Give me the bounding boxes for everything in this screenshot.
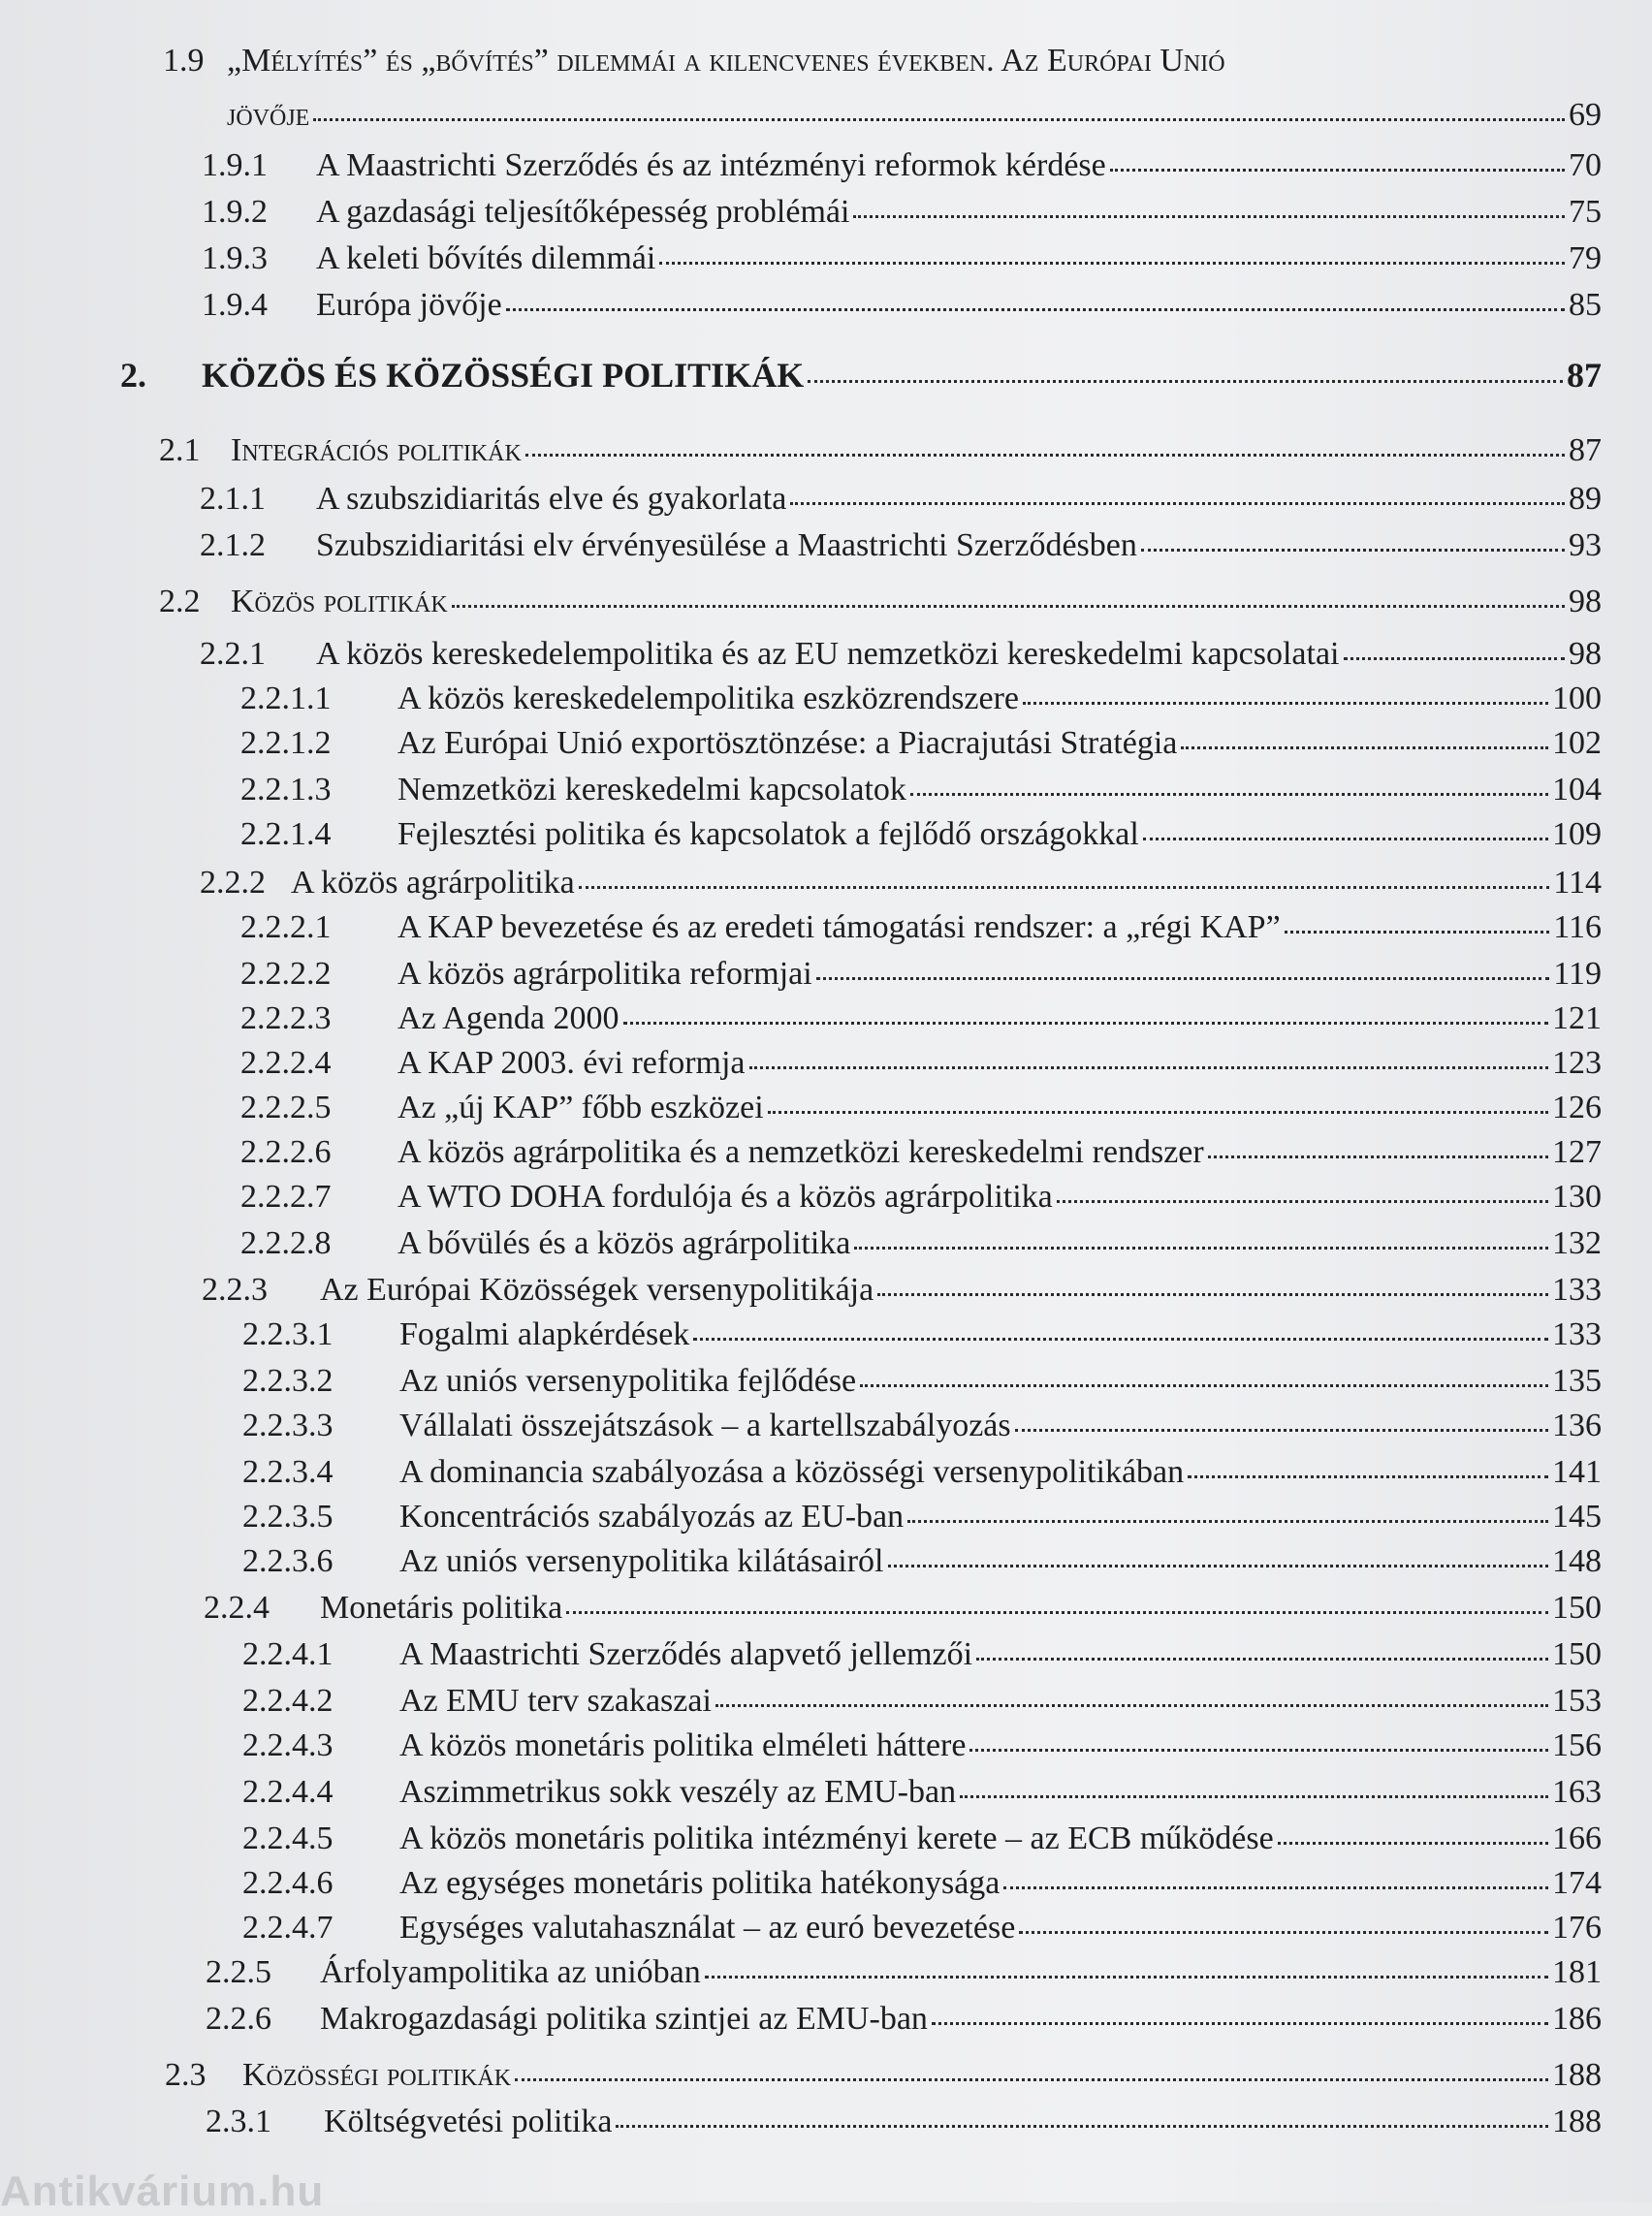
- toc-title: KÖZÖS ÉS KÖZÖSSÉGI POLITIKÁK: [202, 356, 805, 395]
- toc-entry-1-9: [227, 97, 1602, 134]
- toc-page-number: 102: [1552, 725, 1602, 761]
- dot-leader: [1344, 655, 1566, 660]
- toc-entry-2-2-4-7: [242, 1910, 1602, 1947]
- watermark: Antikvárium.hu: [0, 2168, 325, 2215]
- toc-number: 2.2.4.4: [242, 1774, 334, 1810]
- toc-title: Az Európai Közösségek versenypolitikája: [320, 1272, 874, 1308]
- toc-title: A gazdasági teljesítőképesség problémái: [316, 194, 850, 230]
- toc-entry-2-2-4: [204, 1590, 1602, 1627]
- toc-page-number: 87: [1567, 356, 1602, 395]
- toc-title: „Mélyítés” és „bővítés” dilemmái a kilencvenes években. Az Európai Unió: [227, 43, 1225, 79]
- dot-leader: [616, 2123, 1548, 2128]
- toc-page-number: 150: [1552, 1636, 1602, 1672]
- toc-entry-2-2-3-4: [242, 1454, 1602, 1491]
- toc-number: 2.2.2.6: [240, 1134, 332, 1170]
- toc-title: A közös agrárpolitika: [291, 865, 575, 901]
- toc-number: 2.2.2: [200, 865, 266, 901]
- toc-title: Az EMU terv szakaszai: [399, 1683, 712, 1719]
- toc-page-number: 123: [1552, 1045, 1602, 1081]
- toc-number: 2.2.2.7: [240, 1179, 332, 1215]
- toc-page-number: 89: [1569, 481, 1602, 517]
- toc-title: Árfolyampolitika az unióban: [320, 1954, 701, 1990]
- toc-number: 2.2.3.5: [242, 1499, 334, 1535]
- toc-title: Az egységes monetáris politika hatékonysága: [399, 1865, 1001, 1901]
- toc-page-number: 98: [1569, 584, 1602, 619]
- toc-entry-2-2-1: [200, 636, 1602, 673]
- toc-entry-2-2-2-8: [240, 1225, 1602, 1262]
- toc-page-number: 98: [1569, 636, 1602, 672]
- toc-entry-2-2-2-6: [240, 1134, 1602, 1171]
- toc-entry-2-2-4-5: [242, 1820, 1602, 1857]
- toc-entry-1-9-3: [202, 240, 1602, 277]
- dot-leader: [452, 603, 1565, 608]
- dot-leader: [960, 1793, 1548, 1798]
- toc-entry-2-2-2-4: [240, 1045, 1602, 1082]
- toc-page-number: 188: [1552, 2057, 1602, 2093]
- toc-number: 2.2.3.6: [242, 1543, 334, 1579]
- toc-entry-2-2-3-5: [242, 1499, 1602, 1535]
- dot-leader: [566, 1609, 1548, 1614]
- dot-leader: [715, 1702, 1548, 1707]
- toc-entry-2-2-4-2: [242, 1683, 1602, 1720]
- toc-page-number: 141: [1552, 1454, 1602, 1490]
- dot-leader: [506, 306, 1565, 311]
- toc-title: Közösségi politikák: [242, 2057, 512, 2093]
- toc-number: 2.3.1: [206, 2104, 271, 2139]
- toc-page-number: 188: [1552, 2104, 1602, 2139]
- toc-title: A Maastrichti Szerződés alapvető jellemzői: [399, 1636, 973, 1672]
- toc-title: Integrációs politikák: [231, 432, 522, 468]
- toc-title: A közös kereskedelempolitika és az EU nemzetközi kereskedelmi kapcsolatai: [316, 636, 1340, 672]
- toc-number: 2.2: [159, 584, 201, 619]
- toc-page-number: 133: [1552, 1272, 1602, 1308]
- toc-entry-2-2-3: [202, 1272, 1602, 1309]
- dot-leader: [705, 1974, 1548, 1979]
- dot-leader: [910, 791, 1548, 796]
- toc-number: 2.: [120, 356, 146, 395]
- dot-leader: [313, 116, 1565, 121]
- toc-page-number: 70: [1569, 147, 1602, 183]
- dot-leader: [1023, 700, 1548, 705]
- dot-leader: [749, 1064, 1548, 1069]
- dot-leader: [1188, 1473, 1548, 1478]
- toc-title: Az uniós versenypolitika kilátásairól: [399, 1543, 884, 1579]
- dot-leader: [1141, 547, 1565, 552]
- toc-page-number: 153: [1552, 1683, 1602, 1719]
- toc-number: 2.2.4.6: [242, 1865, 334, 1901]
- toc-number: 2.2.2.1: [240, 909, 332, 945]
- toc-page-number: 79: [1569, 240, 1602, 276]
- toc-title: Szubszidiaritási elv érvényesülése a Maastrichti Szerződésben: [316, 527, 1137, 563]
- toc-number: 1.9.2: [202, 194, 268, 230]
- toc-page-number: 132: [1552, 1225, 1602, 1261]
- dot-leader: [1015, 1427, 1548, 1432]
- toc-entry-2-2-1-1: [240, 681, 1602, 717]
- dot-leader: [1143, 836, 1548, 840]
- dot-leader: [1181, 744, 1548, 749]
- toc-title: A WTO DOHA fordulója és a közös agrárpolitika: [397, 1179, 1053, 1215]
- dot-leader: [932, 2020, 1548, 2025]
- toc-page-number: 85: [1569, 287, 1602, 323]
- dot-leader: [854, 1245, 1548, 1250]
- toc-page-number: 135: [1552, 1363, 1602, 1399]
- toc-number: 2.2.3.1: [242, 1316, 334, 1352]
- toc-number: 2.2.4: [204, 1590, 270, 1626]
- toc-number: 2.2.4.3: [242, 1727, 334, 1763]
- toc-page-number: 181: [1552, 1954, 1602, 1990]
- toc-title: Fogalmi alapkérdések: [399, 1316, 690, 1352]
- toc-page-number: 75: [1569, 194, 1602, 230]
- toc-entry-2-1-1: [200, 481, 1602, 518]
- toc-page-number: 145: [1552, 1499, 1602, 1535]
- toc-number: 2.2.6: [206, 2001, 271, 2037]
- toc-entry-2-2: [159, 584, 1602, 620]
- toc-number: 1.9: [163, 43, 205, 79]
- toc-number: 2.2.1.1: [240, 681, 332, 716]
- toc-title: Koncentrációs szabályozás az EU-ban: [399, 1499, 905, 1535]
- toc-entry-2-3-1: [206, 2104, 1602, 2140]
- dot-leader: [1278, 1840, 1548, 1845]
- toc-entry-2-2-2-5: [240, 1090, 1602, 1126]
- dot-leader: [693, 1336, 1548, 1341]
- toc-entry-2-2-1-3: [240, 772, 1602, 808]
- toc-number: 2.3: [165, 2057, 206, 2093]
- toc-page-number: 87: [1569, 432, 1602, 468]
- toc-page-number: 136: [1552, 1408, 1602, 1443]
- dot-leader: [888, 1563, 1549, 1567]
- toc-entry-2-2-2: [200, 865, 1602, 902]
- toc-entry-2-2-5: [206, 1954, 1602, 1991]
- toc-page-number: 93: [1569, 527, 1602, 563]
- toc-number: 1.9.4: [202, 287, 268, 323]
- toc-title: Makrogazdasági politika szintjei az EMU-ban: [320, 2001, 928, 2037]
- toc-title: Vállalati összejátszások – a kartellszabályozás: [399, 1408, 1011, 1443]
- dot-leader: [877, 1291, 1548, 1296]
- toc-page-number: 116: [1553, 909, 1602, 945]
- toc-page-number: 148: [1552, 1543, 1602, 1579]
- dot-leader: [860, 1382, 1548, 1387]
- toc-entry-2-2-3-1: [242, 1316, 1602, 1353]
- toc-page-number: 150: [1552, 1590, 1602, 1626]
- toc-number: 2.2.2.2: [240, 956, 332, 992]
- toc-page-number: 176: [1552, 1910, 1602, 1946]
- toc-title: Az Európai Unió exportösztönzése: a Piacrajutási Stratégia: [397, 725, 1178, 761]
- toc-title: Az uniós versenypolitika fejlődése: [399, 1363, 857, 1399]
- dot-leader: [1057, 1198, 1548, 1203]
- dot-leader: [1110, 167, 1565, 172]
- toc-number: 2.1: [159, 432, 201, 468]
- dot-leader: [659, 260, 1565, 265]
- toc-number: 2.2.1.2: [240, 725, 332, 761]
- toc-number: 2.2.3: [202, 1272, 268, 1308]
- dot-leader: [1019, 1929, 1548, 1934]
- toc-number: 2.2.4.5: [242, 1820, 334, 1856]
- toc-title: Nemzetközi kereskedelmi kapcsolatok: [397, 772, 906, 807]
- toc-page-number: 121: [1552, 1000, 1602, 1036]
- toc-entry-1-9-line1: [163, 43, 1617, 79]
- toc-page-number: 174: [1552, 1865, 1602, 1901]
- toc-number: 1.9.3: [202, 240, 268, 276]
- dot-leader: [1285, 929, 1550, 934]
- toc-title: A bővülés és a közös agrárpolitika: [397, 1225, 851, 1261]
- toc-entry-2-1: [159, 432, 1602, 469]
- toc-title: A közös agrárpolitika és a nemzetközi kereskedelmi rendszer: [397, 1134, 1204, 1170]
- toc-title: Aszimmetrikus sokk veszély az EMU-ban: [399, 1774, 957, 1810]
- toc-title: Monetáris politika: [320, 1590, 563, 1626]
- toc-chapter-2: [120, 355, 1602, 396]
- dot-leader: [1003, 1884, 1548, 1889]
- toc-page-number: 186: [1552, 2001, 1602, 2037]
- toc-title: A KAP bevezetése és az eredeti támogatási rendszer: a „régi KAP”: [397, 909, 1281, 945]
- toc-page-number: 119: [1553, 956, 1602, 992]
- toc-entry-2-2-4-3: [242, 1727, 1602, 1764]
- toc-entry-2-2-3-6: [242, 1543, 1602, 1580]
- toc-number: 2.2.2.5: [240, 1090, 332, 1125]
- dot-leader: [1208, 1154, 1548, 1158]
- toc-number: 2.2.4.1: [242, 1636, 334, 1672]
- toc-entry-2-2-3-3: [242, 1408, 1602, 1444]
- toc-title: A szubszidiaritás elve és gyakorlata: [316, 481, 787, 517]
- toc-entry-2-2-1-2: [240, 725, 1602, 762]
- toc-page-number: 100: [1552, 681, 1602, 716]
- dot-leader: [768, 1109, 1548, 1114]
- toc-page-number: 130: [1552, 1179, 1602, 1215]
- toc-number: 2.2.1: [200, 636, 266, 672]
- toc-page-number: 127: [1552, 1134, 1602, 1170]
- toc-page-number: 126: [1552, 1090, 1602, 1125]
- dot-leader: [976, 1656, 1548, 1661]
- toc-page-number: 114: [1553, 865, 1602, 901]
- toc-number: 2.2.2.4: [240, 1045, 332, 1081]
- toc-number: 2.1.2: [200, 527, 266, 563]
- toc-title: A közös kereskedelempolitika eszközrendszere: [397, 681, 1020, 716]
- dot-leader: [907, 1518, 1548, 1523]
- toc-title: jövője: [227, 97, 310, 133]
- toc-number: 2.2.2.3: [240, 1000, 332, 1036]
- toc-number: 1.9.1: [202, 147, 268, 183]
- toc-entry-2-2-1-4: [240, 816, 1602, 853]
- toc-title: A dominancia szabályozása a közösségi versenypolitikában: [399, 1454, 1185, 1490]
- toc-page-number: 156: [1552, 1727, 1602, 1763]
- dot-leader: [853, 213, 1565, 218]
- dot-leader: [515, 2076, 1548, 2081]
- toc-title: Az Agenda 2000: [397, 1000, 620, 1036]
- toc-entry-2-2-2-3: [240, 1000, 1602, 1037]
- toc-entry-1-9-4: [202, 287, 1602, 324]
- toc-entry-2-2-4-4: [242, 1774, 1602, 1811]
- toc-entry-2-2-2-2: [240, 956, 1602, 993]
- toc-entry-1-9-2: [202, 194, 1602, 231]
- toc-number: 2.2.3.4: [242, 1454, 334, 1490]
- toc-title: A közös monetáris politika intézményi kerete – az ECB működése: [399, 1820, 1274, 1856]
- toc-entry-2-2-4-1: [242, 1636, 1602, 1673]
- dot-leader: [816, 975, 1550, 980]
- toc-title: Költségvetési politika: [324, 2104, 613, 2139]
- dot-leader: [969, 1747, 1548, 1752]
- toc-number: 2.2.1.4: [240, 816, 332, 852]
- toc-title: A Maastrichti Szerződés és az intézményi reformok kérdése: [316, 147, 1106, 183]
- toc-entry-2-2-6: [206, 2001, 1602, 2038]
- dot-leader: [790, 500, 1565, 505]
- toc-number: 2.2.5: [206, 1954, 271, 1990]
- toc-title: A KAP 2003. évi reformja: [397, 1045, 746, 1081]
- toc-page-number: 104: [1552, 772, 1602, 807]
- dot-leader: [808, 378, 1563, 383]
- toc-page-number: 133: [1552, 1316, 1602, 1352]
- dot-leader: [579, 884, 1550, 889]
- toc-entry-2-2-3-2: [242, 1363, 1602, 1400]
- toc-title: A közös monetáris politika elméleti háttere: [399, 1727, 967, 1763]
- toc-number: 2.2.4.7: [242, 1910, 334, 1946]
- toc-page-number: 166: [1552, 1820, 1602, 1856]
- toc-title: Fejlesztési politika és kapcsolatok a fejlődő országokkal: [397, 816, 1139, 852]
- toc-title: Közös politikák: [231, 584, 448, 619]
- toc-title: A keleti bővítés dilemmái: [316, 240, 656, 276]
- dot-leader: [525, 452, 1565, 457]
- toc-title: Európa jövője: [316, 287, 502, 323]
- toc-number: 2.2.3.2: [242, 1363, 334, 1399]
- toc-title: A közös agrárpolitika reformjai: [397, 956, 812, 992]
- toc-entry-2-3: [165, 2057, 1602, 2094]
- toc-entry-2-2-4-6: [242, 1865, 1602, 1902]
- toc-number: 2.2.4.2: [242, 1683, 334, 1719]
- toc-entry-2-2-2-1: [240, 909, 1602, 946]
- toc-title: Az „új KAP” főbb eszközei: [397, 1090, 764, 1125]
- toc-number: 2.2.2.8: [240, 1225, 332, 1261]
- toc-number: 2.2.3.3: [242, 1408, 334, 1443]
- toc-entry-2-1-2: [200, 527, 1602, 564]
- toc-page-number: 69: [1569, 97, 1602, 133]
- toc-title: Egységes valutahasználat – az euró bevezetése: [399, 1910, 1016, 1946]
- toc-entry-1-9-1: [202, 147, 1602, 184]
- toc-page-number: 163: [1552, 1774, 1602, 1810]
- toc-number: 2.1.1: [200, 481, 266, 517]
- toc-entry-2-2-2-7: [240, 1179, 1602, 1216]
- dot-leader: [623, 1020, 1548, 1025]
- toc-page-number: 109: [1552, 816, 1602, 852]
- toc-number: 2.2.1.3: [240, 772, 332, 807]
